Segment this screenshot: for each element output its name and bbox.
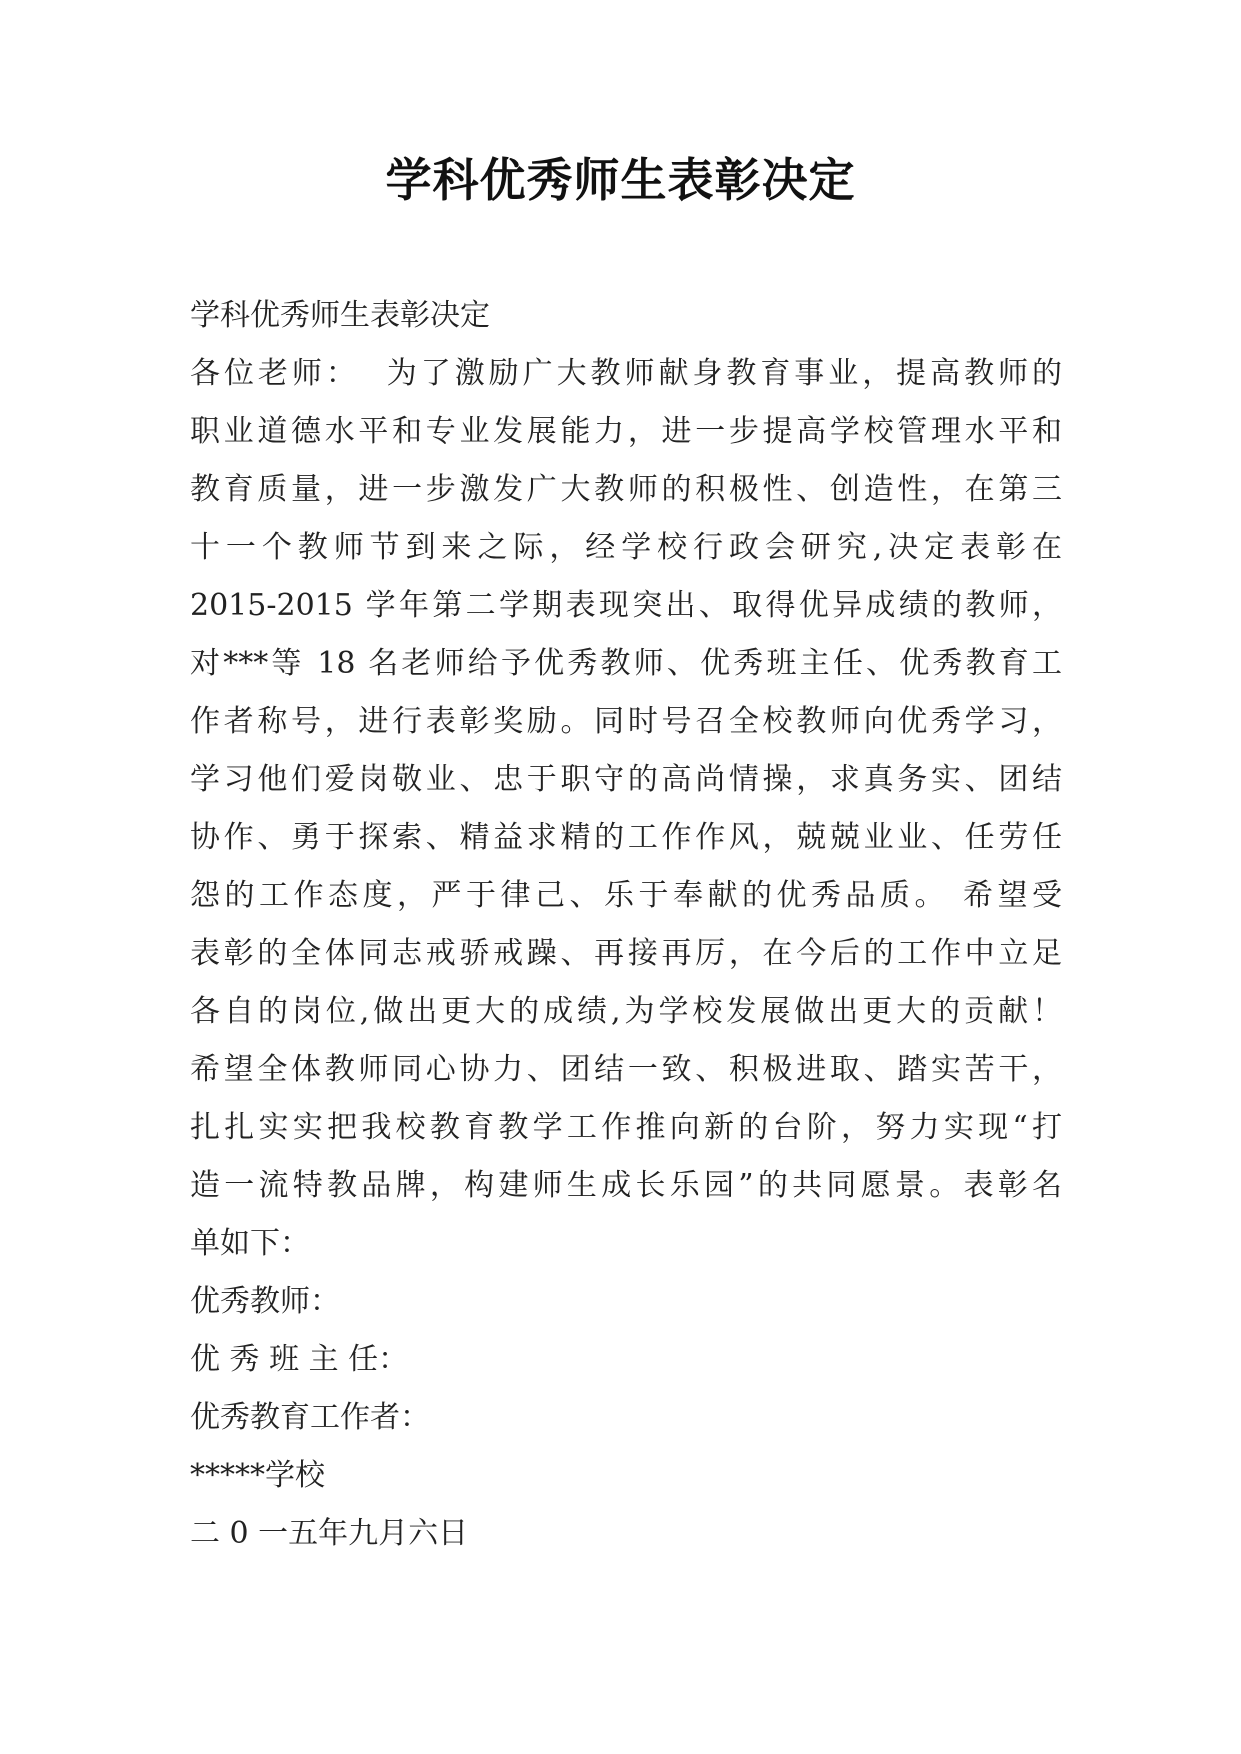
body-line: 单如下： bbox=[190, 1226, 310, 1261]
body-line: 职业道德水平和专业发展能力，进一步提高学校管理水平和 bbox=[190, 414, 1062, 449]
award-category-education-worker: 优秀教育工作者： bbox=[190, 1400, 430, 1435]
body-line: 作者称号，进行表彰奖励。同时号召全校教师向优秀学习， bbox=[190, 704, 1062, 739]
award-category-head-teacher: 优 秀 班 主 任： bbox=[190, 1342, 409, 1377]
body-line: 协作、勇于探索、精益求精的工作作风，兢兢业业、任劳任 bbox=[190, 820, 1062, 855]
body-line: 学科优秀师生表彰决定 bbox=[190, 298, 490, 333]
body-line: 扎扎实实把我校教育教学工作推向新的台阶，努力实现“打 bbox=[190, 1110, 1062, 1145]
body-line: 各自的岗位,做出更大的成绩,为学校发展做出更大的贡献！ bbox=[190, 994, 1062, 1029]
signature-school: *****学校 bbox=[190, 1458, 325, 1493]
body-line: 各位老师： 为了激励广大教师献身教育事业，提高教师的 bbox=[190, 356, 1062, 391]
body-line: 学习他们爱岗敬业、忠于职守的高尚情操，求真务实、团结 bbox=[190, 762, 1062, 797]
document-body bbox=[190, 287, 1062, 1563]
document-title: 学科优秀师生表彰决定 bbox=[385, 153, 856, 207]
body-line: 对***等 18 名老师给予优秀教师、优秀班主任、优秀教育工 bbox=[190, 646, 1062, 681]
body-line: 教育质量，进一步激发广大教师的积极性、创造性，在第三 bbox=[190, 472, 1062, 507]
body-line: 怨的工作态度，严于律己、乐于奉献的优秀品质。 希望受 bbox=[190, 878, 1062, 913]
body-line: 希望全体教师同心协力、团结一致、积极进取、踏实苦干， bbox=[190, 1052, 1062, 1087]
body-line: 2015-2015 学年第二学期表现突出、取得优异成绩的教师， bbox=[190, 588, 1062, 623]
award-category-excellent-teacher: 优秀教师： bbox=[190, 1284, 340, 1319]
signature-date: 二 0 一五年九月六日 bbox=[190, 1516, 469, 1551]
body-line: 十一个教师节到来之际，经学校行政会研究,决定表彰在 bbox=[190, 530, 1062, 565]
body-line: 表彰的全体同志戒骄戒躁、再接再厉，在今后的工作中立足 bbox=[190, 936, 1062, 971]
body-line: 造一流特教品牌，构建师生成长乐园”的共同愿景。表彰名 bbox=[190, 1168, 1062, 1203]
